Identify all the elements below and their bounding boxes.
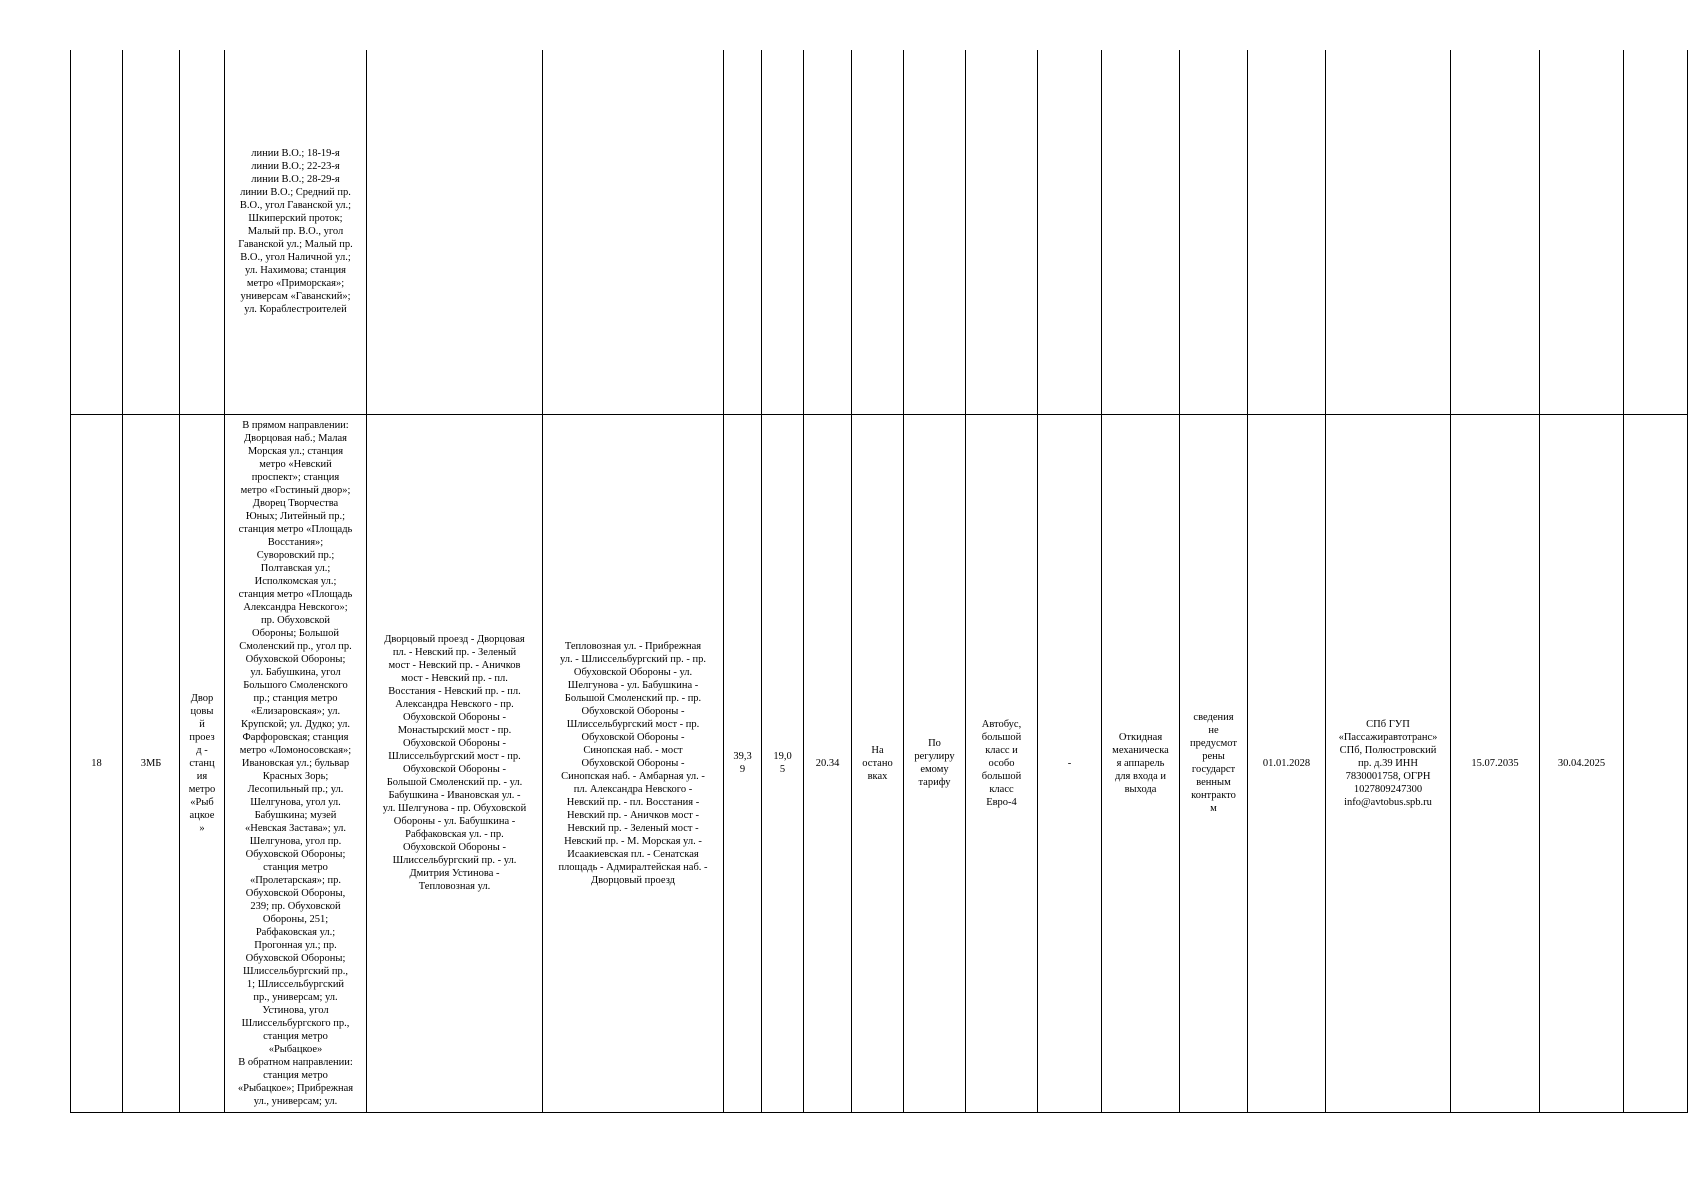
cell-vehicle-count: -	[1038, 414, 1102, 1112]
cell-length-forward: 39,3 9	[724, 414, 762, 1112]
cell-end-date: 15.07.2035	[1451, 414, 1540, 1112]
cell-change-date: 30.04.2025	[1540, 414, 1624, 1112]
cell-start-date-continued	[1248, 50, 1326, 414]
cell-streets-backward-continued	[543, 50, 724, 414]
cell-carrier: СПб ГУП «Пассажиравтотранс» СПб, Полюстровский пр. д.39 ИНН 7830001758, ОГРН 1027809247300 info@avtobus.spb.ru	[1326, 414, 1451, 1112]
cell-vehicle-class: Автобус, большой класс и особо большой класс Евро-4	[966, 414, 1038, 1112]
cell-route-number: 18	[71, 414, 123, 1112]
cell-vehicle-count-continued	[1038, 50, 1102, 414]
cell-boarding-continued	[852, 50, 904, 414]
cell-length-total-continued	[804, 50, 852, 414]
cell-number-continued	[71, 50, 123, 414]
cell-route-name: Двор цовы й проез д - станц ия метро «Рыб ацкое »	[180, 414, 225, 1112]
cell-end-date-continued	[1451, 50, 1540, 414]
table-row-route-18	[71, 414, 1688, 1112]
cell-equipment-continued	[1102, 50, 1180, 414]
cell-route-name-continued	[180, 50, 225, 414]
cell-carrier-continued	[1326, 50, 1451, 414]
cell-length-forward-continued	[724, 50, 762, 414]
cell-length-backward: 19,0 5	[762, 414, 804, 1112]
cell-contract: сведения не предусмот рены государст венным контракто м	[1180, 414, 1248, 1112]
cell-stops: В прямом направлении: Дворцовая наб.; Малая Морская ул.; станция метро «Невский проспект»; станция метро «Гостиный двор»; Дворец Творчества Юных; Литейный пр.; станция метро «Площадь Восстания»; Суворовский пр.; Полтавская ул.; Исполкомская ул.; станция метро «Площадь Александра Невского»; пр. Обуховской Обороны; Большой Смоленский пр., угол пр. Обуховской Обороны; ул. Бабушкина, угол Большого Смоленского пр.; станция метро «Елизаровская»; ул. Крупской; ул. Дудко; ул. Фарфоровская; станция метро «Ломоносовская»; Ивановская ул.; бульвар Красных Зорь; Лесопильный пр.; ул. Шелгунова, угол ул. Бабушкина; музей «Невская Застава»; ул. Шелгунова, угол пр. Обуховской Обороны; станция метро «Пролетарская»; пр. Обуховской Обороны, 239; пр. Обуховской Обороны, 251; Рабфаковская ул.; Прогонная ул.; пр. Обуховской Обороны; Шлиссельбургский пр., 1; Шлиссельбургский пр., универсам; ул. Устинова, угол Шлиссельбургского пр., станция метро «Рыбацкое» В обратном направлении: станция метро «Рыбацкое»; Прибрежная ул., универсам; ул.	[225, 414, 367, 1112]
cell-tariff: По регулиру емому тарифу	[904, 414, 966, 1112]
cell-streets-backward: Тепловозная ул. - Прибрежная ул. - Шлиссельбургский пр. - пр. Обуховской Обороны - ул. Шелгунова - ул. Бабушкина - Большой Смоленский пр. - пр. Обуховской Обороны - Шлиссельбургский мост - пр. Обуховской Обороны - Синопская наб. - мост Обуховской Обороны - Синопская наб. - Амбарная ул. - пл. Александра Невского - Невский пр. - пл. Восстания - Невский пр. - Аничков мост - Невский пр. - Зеленый мост - Невский пр. - М. Морская ул. - Исаакиевская пл. - Сенатская площадь - Адмиралтейская наб. - Дворцовый проезд	[543, 414, 724, 1112]
cell-vehicle-continued	[966, 50, 1038, 414]
cell-length-total: 20.34	[804, 414, 852, 1112]
table-row-continued	[71, 50, 1688, 414]
cell-extra-continued	[1624, 50, 1688, 414]
cell-reg-number-continued	[123, 50, 180, 414]
cell-boarding-order: На остано вках	[852, 414, 904, 1112]
cell-extra	[1624, 414, 1688, 1112]
cell-streets-forward-continued	[367, 50, 543, 414]
cell-length-backward-continued	[762, 50, 804, 414]
cell-change-date-continued	[1540, 50, 1624, 414]
cell-stops-continued: линии В.О.; 18-19-я линии В.О.; 22-23-я линии В.О.; 28-29-я линии В.О.; Средний пр. В.О., угол Гаванской ул.; Шкиперский проток; Малый пр. В.О., угол Гаванской ул.; Малый пр. В.О., угол Наличной ул.; ул. Нахимова; станция метро «Приморская»; универсам «Гаванский»; ул. Кораблестроителей	[225, 50, 367, 414]
route-registry-table	[70, 50, 1688, 1113]
cell-reg-number: 3МБ	[123, 414, 180, 1112]
cell-streets-forward: Дворцовый проезд - Дворцовая пл. - Невский пр. - Зеленый мост - Невский пр. - Аничков мост - Невский пр. - пл. Восстания - Невский пр. - пл. Александра Невского - пр. Обуховской Обороны - Монастырский мост - пр. Обуховской Обороны - Шлиссельбургский мост - пр. Обуховской Обороны - Большой Смоленский пр. - ул. Бабушкина - Ивановская ул. - ул. Шелгунова - пр. Обуховской Обороны - ул. Бабушкина - Рабфаковская ул. - пр. Обуховской Обороны - Шлиссельбургский пр. - ул. Дмитрия Устинова - Тепловозная ул.	[367, 414, 543, 1112]
cell-equipment: Откидная механическа я аппарель для входа и выхода	[1102, 414, 1180, 1112]
cell-contract-continued	[1180, 50, 1248, 414]
cell-start-date: 01.01.2028	[1248, 414, 1326, 1112]
cell-tariff-continued	[904, 50, 966, 414]
